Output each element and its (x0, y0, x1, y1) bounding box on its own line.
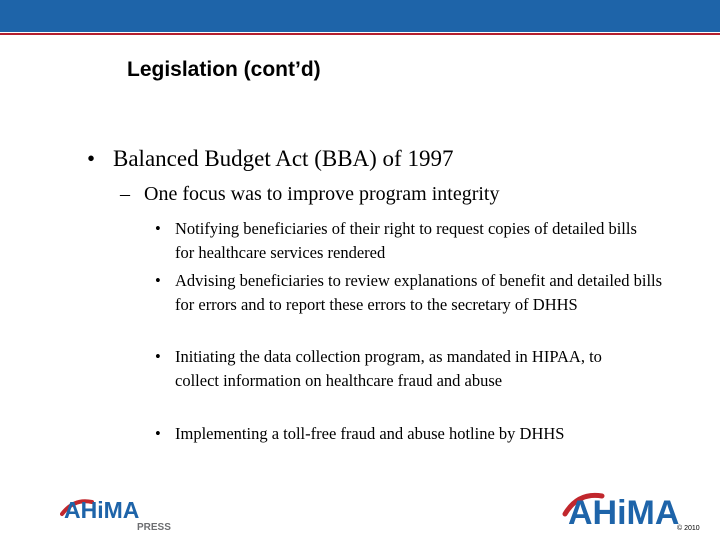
bullet-text: Implementing a toll-free fraud and abuse hotline by DHHS (175, 424, 565, 443)
bullet-text: Notifying beneficiaries of their right to request copies of detailed bills for healthcare services rendered (175, 219, 637, 262)
bullet-marker: • (155, 219, 161, 238)
bullet-marker: • (87, 146, 96, 171)
bullet-marker: • (155, 424, 161, 443)
bullet-text: One focus was to improve program integrity (144, 183, 500, 205)
slide-title: Legislation (cont’d) (127, 58, 321, 81)
bullet-level3-item (155, 345, 645, 393)
bullet-marker: • (155, 271, 161, 290)
dash-marker: – (120, 183, 130, 205)
bullet-marker: • (155, 347, 161, 366)
copyright: © 2010 (677, 525, 700, 532)
header-bar (0, 0, 720, 32)
bullet-level3-item (155, 422, 695, 446)
logo-text: AHiMA (568, 494, 680, 528)
bullet-text: Advising beneficiaries to review explanations of benefit and detailed bills for errors and to report these errors to the secretary of DHHS (175, 271, 663, 314)
logo-text: AHiMA (64, 497, 140, 523)
ahima-press-logo (60, 488, 180, 532)
bullet-level3-item (155, 217, 645, 265)
bullet-text: Initiating the data collection program, as mandated in HIPAA, to collect information on healthcare fraud and abuse (175, 347, 602, 390)
ahima-logo (562, 486, 702, 528)
bullet-level3-item (155, 269, 665, 317)
logo-press-text: PRESS (137, 522, 171, 532)
header-rule (0, 33, 720, 35)
bullet-text: Balanced Budget Act (BBA) of 1997 (113, 146, 454, 171)
